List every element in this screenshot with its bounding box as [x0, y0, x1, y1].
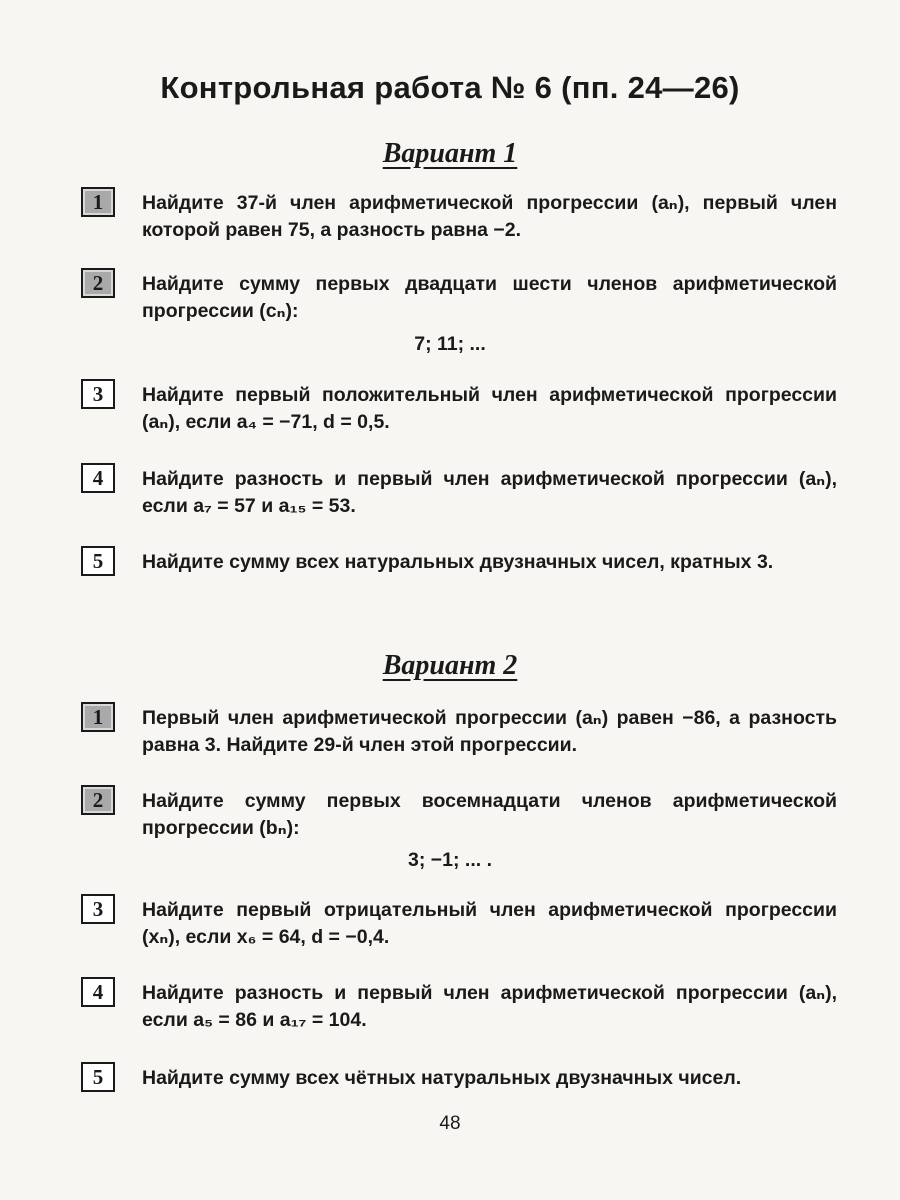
page-number: 48: [439, 1113, 461, 1134]
task-text: Найдите первый отрицательный член арифметической прогрессии (xₙ), если x₆ = 64, d = −0,4.: [142, 899, 837, 948]
task-number-badge: 5: [81, 546, 115, 576]
variant-1-heading: Вариант 1: [382, 138, 518, 169]
task-number-badge: 4: [81, 977, 115, 1007]
task-text: Найдите сумму первых восемнадцати членов арифметической прогрессии (bₙ):: [142, 790, 837, 839]
page-title: Контрольная работа № 6 (пп. 24—26): [160, 70, 740, 105]
task-sequence: 7; 11; ...: [414, 333, 486, 355]
task-number-badge: 1: [81, 187, 115, 217]
task-text: Найдите сумму первых двадцати шести членов арифметической прогрессии (cₙ):: [142, 273, 837, 322]
task-number-badge: 1: [81, 702, 115, 732]
task-text: Найдите сумму всех чётных натуральных двузначных чисел.: [142, 1067, 742, 1089]
task-number-badge: 2: [81, 785, 115, 815]
task-text: Найдите сумму всех натуральных двузначных чисел, кратных 3.: [142, 551, 774, 573]
task-text: Найдите 37-й член арифметической прогрессии (aₙ), первый член которой равен 75, а разность равна −2.: [142, 192, 837, 241]
task-text: Найдите первый положительный член арифметической прогрессии (aₙ), если a₄ = −71, d = 0,5.: [142, 384, 837, 433]
task-number-badge: 3: [81, 894, 115, 924]
task-number-badge: 3: [81, 379, 115, 409]
task-sequence: 3; −1; ... .: [408, 849, 492, 871]
task-text: Найдите разность и первый член арифметической прогрессии (aₙ), если a₅ = 86 и a₁₇ = 104.: [142, 982, 837, 1031]
variant-2-heading: Вариант 2: [382, 650, 518, 681]
task-number-badge: 2: [81, 268, 115, 298]
task-number-badge: 4: [81, 463, 115, 493]
task-text: Первый член арифметической прогрессии (aₙ) равен −86, а разность равна 3. Найдите 29-й член этой прогрессии.: [142, 707, 837, 756]
task-number-badge: 5: [81, 1062, 115, 1092]
task-text: Найдите разность и первый член арифметической прогрессии (aₙ), если a₇ = 57 и a₁₅ = 53.: [142, 468, 837, 517]
